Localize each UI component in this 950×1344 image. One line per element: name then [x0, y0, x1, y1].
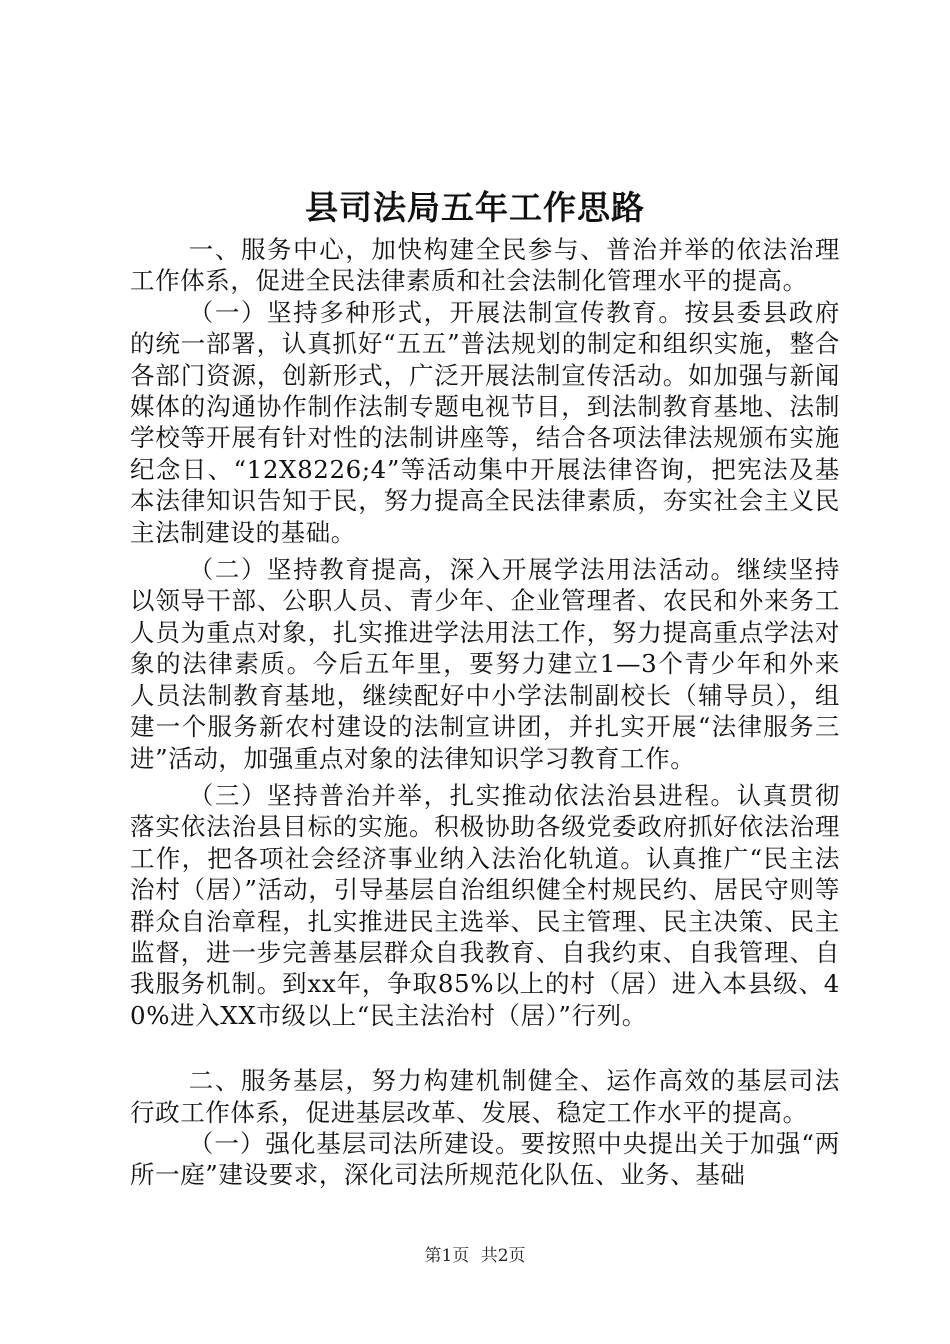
- document-body: [130, 234, 840, 1191]
- paragraph-section-1: 一、服务中心，加快构建全民参与、普治并举的依法治理工作体系，促进全民法律素质和社会法制化管理水平的提高。: [130, 235, 840, 296]
- paragraph-section-1-item-1: （一）坚持多种形式，开展法制宣传教育。按县委县政府的统一部署，认真抓好“五五”普法规划的制定和组织实施，整合各部门资源，创新形式，广泛开展法制宣传活动。如加强与新闻媒体的沟通协作制作法制专题电视节目，到法制教育基地、法制学校等开展有针对性的法制讲座等，结合各项法律法规颁布实施纪念日、“12X8226;4”等活动集中开展法律咨询，把宪法及基本法律知识告知于民，努力提高全民法律素质，夯实社会主义民主法制建设的基础。: [130, 297, 840, 547]
- document-title: 县司法局五年工作思路: [305, 188, 645, 227]
- page-number: 第1页: [424, 1246, 470, 1266]
- paragraph-section-1-item-3: （三）坚持普治并举，扎实推动依法治县进程。认真贯彻落实依法治县目标的实施。积极协助各级党委政府抓好依法治理工作，把各项社会经济事业纳入法治化轨道。认真推广“民主法治村（居）”活动，引导基层自治组织健全村规民约、居民守则等群众自治章程，扎实推进民主选举、民主管理、民主决策、民主监督，进一步完善基层群众自我教育、自我约束、自我管理、自我服务机制。到xx年，争取85%以上的村（居）进入本县级、40%进入XX市级以上“民主法治村（居）”行列。: [130, 780, 840, 1030]
- paragraph-section-2: 二、服务基层，努力构建机制健全、运作高效的基层司法行政工作体系，促进基层改革、发展、稳定工作水平的提高。: [130, 1066, 840, 1127]
- page-footer: [0, 1245, 950, 1267]
- paragraph-section-2-item-1: （一）强化基层司法所建设。要按照中央提出关于加强“两所一庭”建设要求，深化司法所规范化队伍、业务、基础: [130, 1128, 840, 1190]
- page-total: 共2页: [480, 1246, 526, 1266]
- paragraph-section-1-item-2: （二）坚持教育提高，深入开展学法用法活动。继续坚持以领导干部、公职人员、青少年、企业管理者、农民和外来务工人员为重点对象，扎实推进学法用法工作，努力提高重点学法对象的法律素质。今后五年里，要努力建立1—3个青少年和外来人员法制教育基地，继续配好中小学法制副校长（辅导员），组建一个服务新农村建设的法制宣讲团，并扎实开展“法律服务三进”活动，加强重点对象的法律知识学习教育工作。: [130, 555, 840, 773]
